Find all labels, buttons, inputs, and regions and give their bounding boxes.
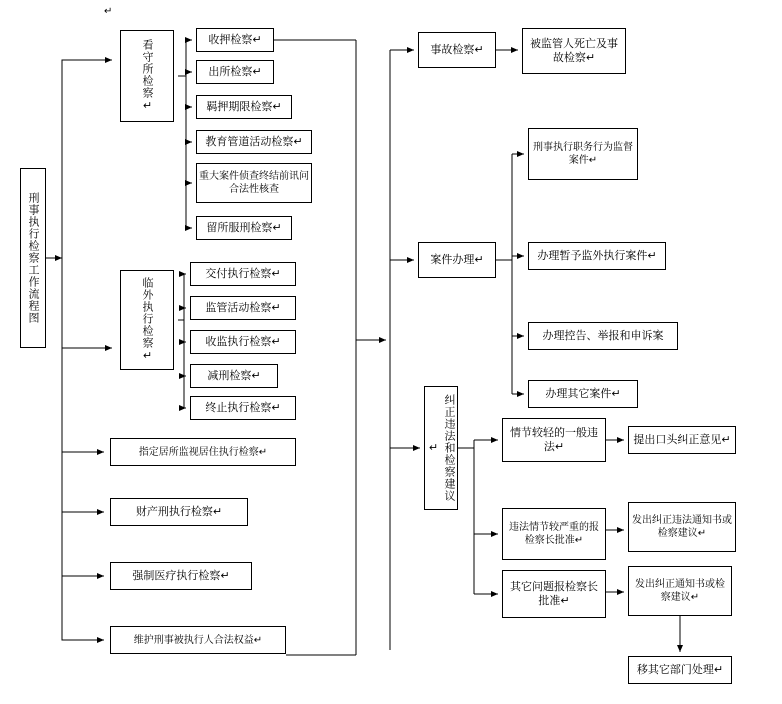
flow-node-n3: 羁押期限检察↵ [196, 95, 292, 119]
flow-node-e4: 移其它部门处理↵ [628, 656, 732, 684]
flow-node-e3: 发出纠正通知书或检察建议↵ [628, 566, 732, 616]
flow-node-r8: 其它问题报检察长批准↵ [502, 570, 606, 618]
flow-node-n4: 教育管道活动检察↵ [196, 130, 312, 154]
flow-node-e1: 提出口头纠正意见↵ [628, 426, 736, 454]
flow-node-n1: 收押检察↵ [196, 28, 274, 52]
flow-node-n13: 财产刑执行检察↵ [110, 498, 248, 526]
flow-node-m3: 纠正违法和检察建议↵ [424, 386, 458, 510]
flow-node-r7: 违法情节较严重的报检察长批准↵ [502, 508, 606, 560]
flow-node-n15: 维护刑事被执行人合法权益↵ [110, 626, 286, 654]
flow-node-r5: 办理其它案件↵ [528, 380, 638, 408]
flow-node-r6: 情节较轻的一般违法↵ [502, 418, 606, 462]
flow-node-n9: 收监执行检察↵ [190, 330, 296, 354]
flow-node-r4: 办理控告、举报和申诉案 [528, 322, 678, 350]
flow-node-m2: 案件办理↵ [418, 242, 496, 278]
flow-node-n7: 交付执行检察↵ [190, 262, 296, 286]
flow-node-m1: 事故检察↵ [418, 32, 496, 68]
flow-node-r3: 办理暂予监外执行案件↵ [528, 242, 666, 270]
flow-node-n2: 出所检察↵ [196, 60, 274, 84]
flow-node-n5: 重大案件侦查终结前讯问合法性核查 [196, 163, 312, 203]
flow-node-e2: 发出纠正违法通知书或检察建议↵ [628, 502, 736, 552]
flow-node-r1: 被监管人死亡及事故检察↵ [522, 28, 626, 74]
flow-node-lwzx: 临外执行检察↵ [120, 270, 174, 370]
flow-node-n8: 监管活动检察↵ [190, 296, 296, 320]
flow-node-n14: 强制医疗执行检察↵ [110, 562, 252, 590]
flow-node-r2: 刑事执行职务行为监督案件↵ [528, 128, 638, 180]
flow-node-n11: 终止执行检察↵ [190, 396, 296, 420]
flow-node-root: 刑事执行检察工作流程图 [20, 168, 46, 348]
flow-node-n10: 减刑检察↵ [190, 364, 278, 388]
flow-node-n6: 留所服刑检察↵ [196, 216, 292, 240]
flow-node-n12: 指定居所监视居住执行检察↵ [110, 438, 296, 466]
flow-node-kss: 看守所检察↵ [120, 30, 174, 122]
stray-mark: ↵ [104, 6, 113, 17]
